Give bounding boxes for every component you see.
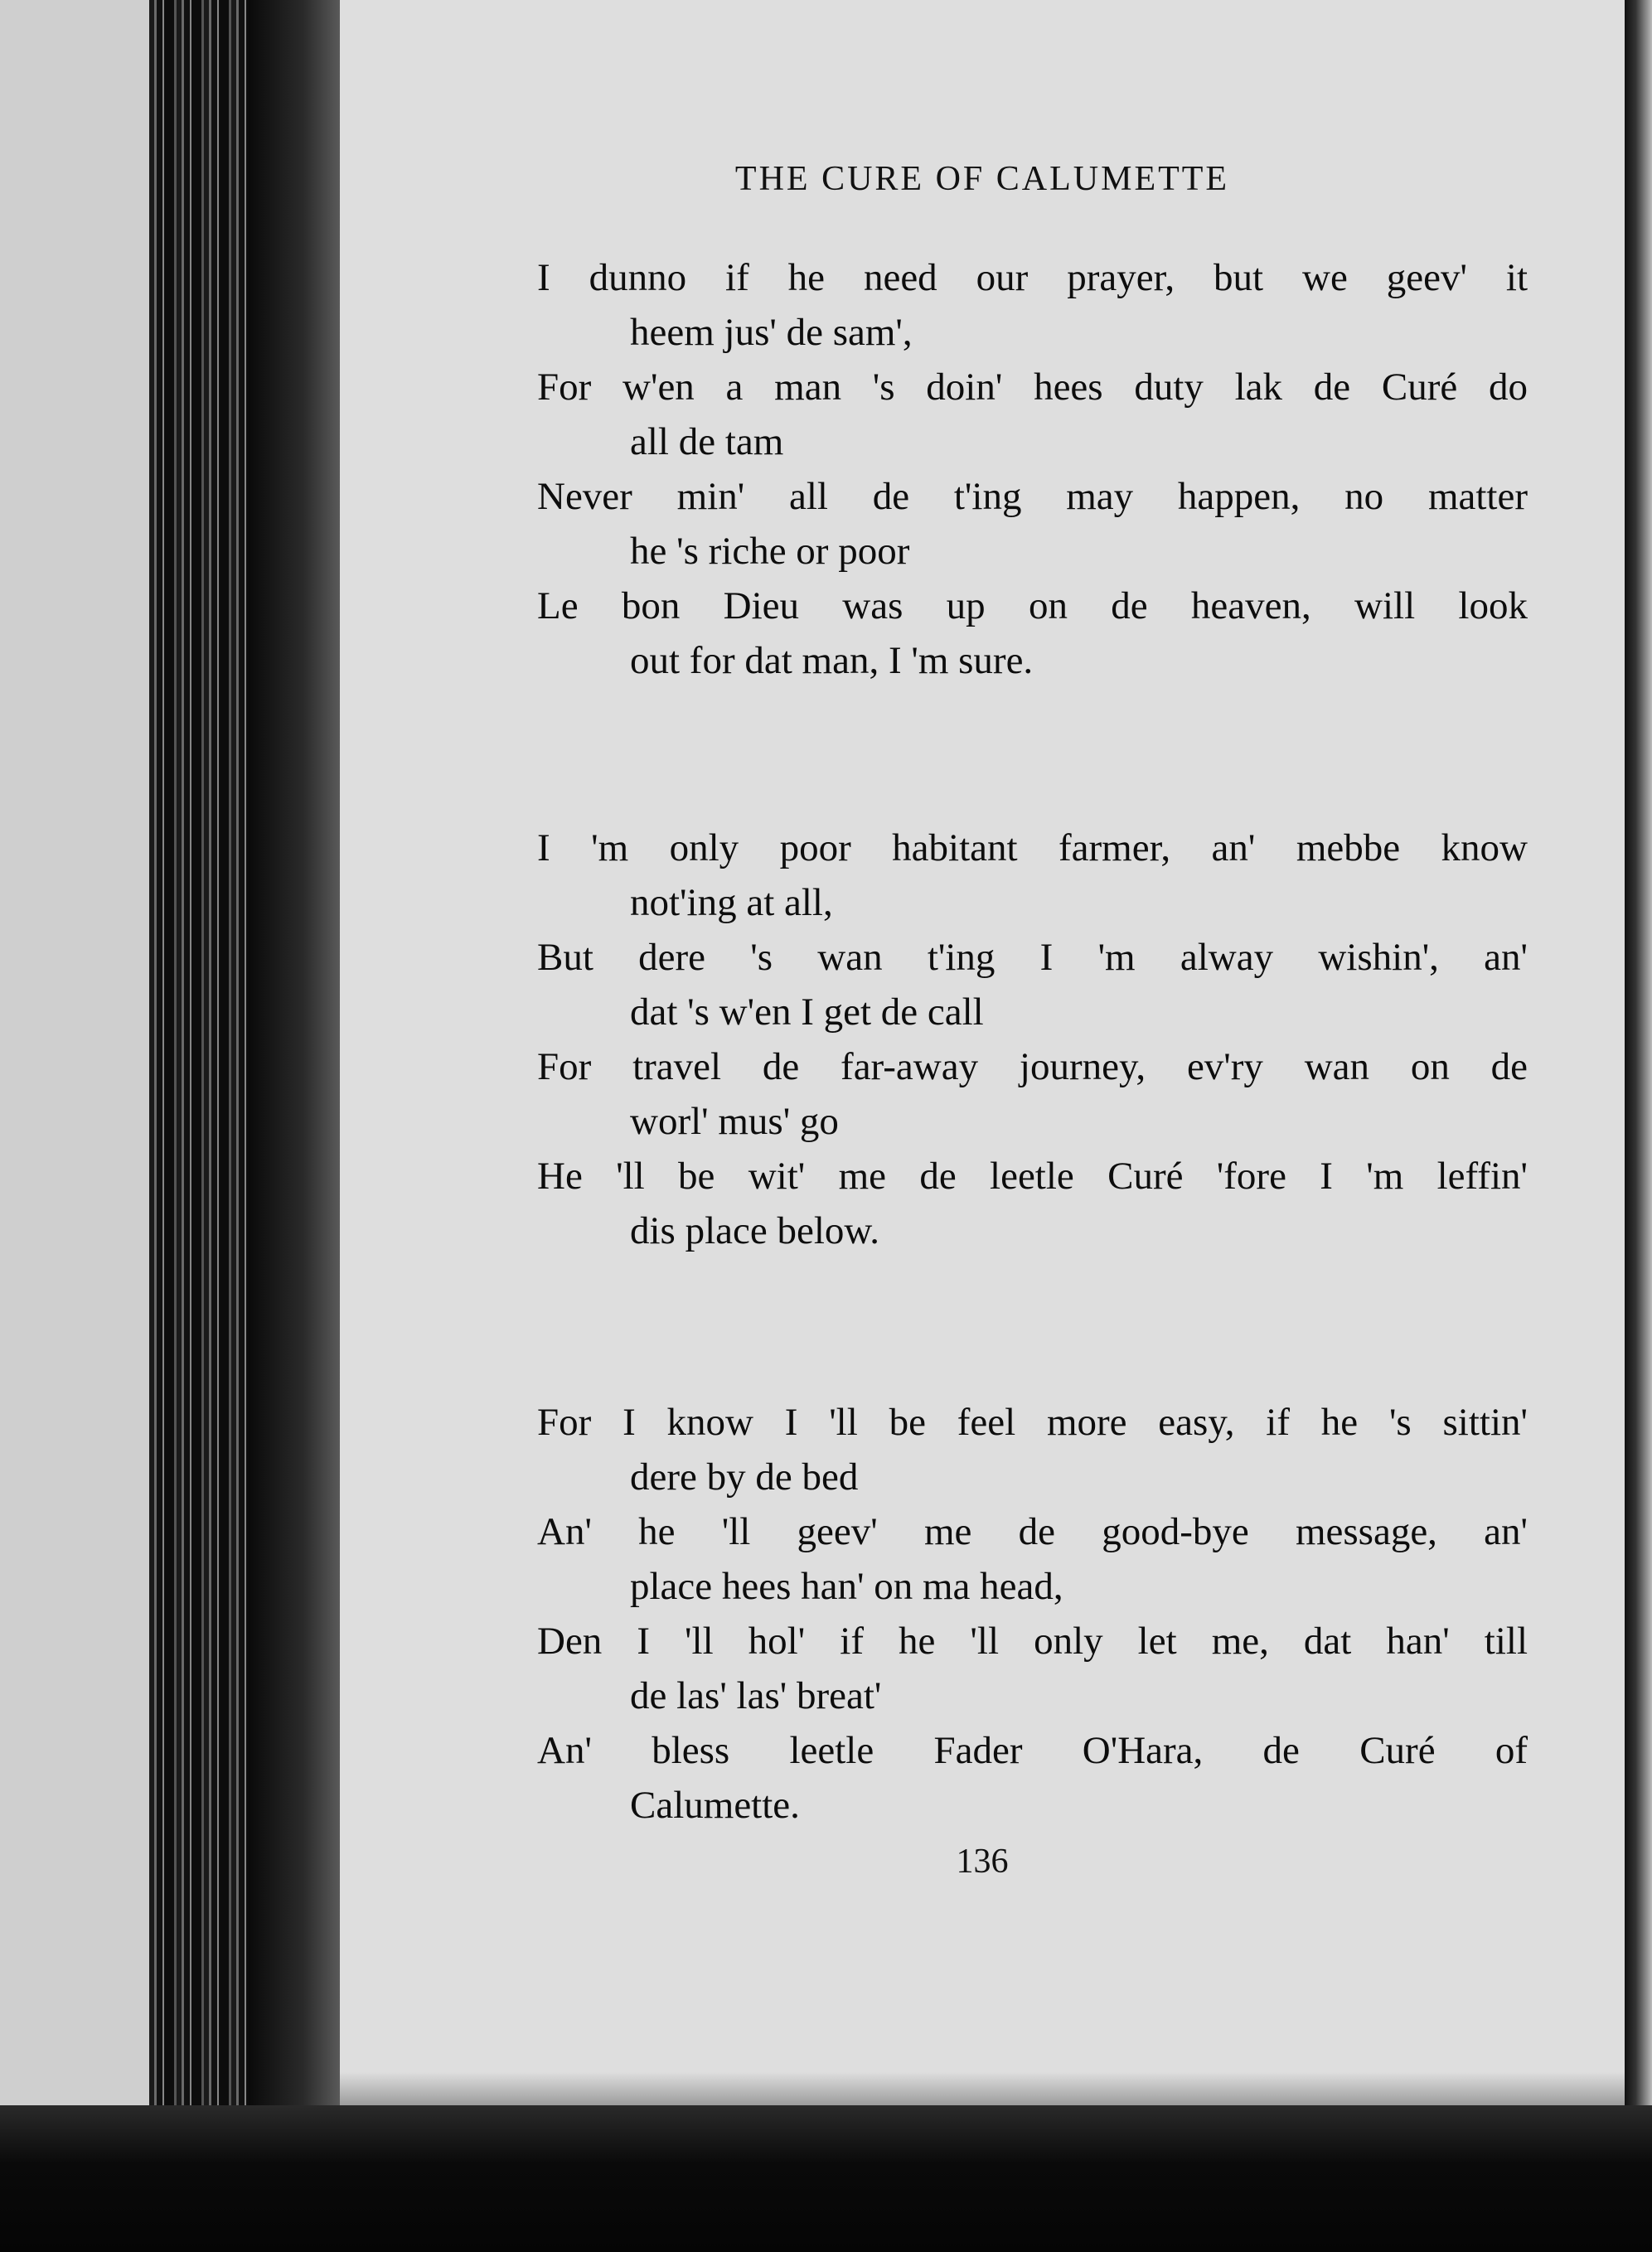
verse-line: An' bless leetle Fader O'Hara, de Curé of bbox=[537, 1729, 1528, 1772]
page-right-edge bbox=[1625, 0, 1652, 2252]
page-number: 136 bbox=[956, 1843, 1009, 1881]
left-margin bbox=[0, 0, 166, 2252]
verse-line-continuation: dat 's w'en I get de call bbox=[630, 990, 984, 1034]
verse-line: For travel de far-away journey, ev'ry wan on de bbox=[537, 1045, 1528, 1088]
verse-line: I dunno if he need our prayer, but we geev' it bbox=[537, 256, 1528, 299]
verse-line: But dere 's wan t'ing I 'm alway wishin', an' bbox=[537, 936, 1528, 979]
verse-line: An' he 'll geev' me de good-bye message, an' bbox=[537, 1510, 1528, 1553]
stanza-3 bbox=[537, 1395, 1528, 1833]
verse-line-continuation: all de tam bbox=[630, 420, 784, 463]
verse-line: I 'm only poor habitant farmer, an' mebbe know bbox=[537, 826, 1528, 869]
running-head: THE CURE OF CALUMETTE bbox=[734, 160, 1230, 198]
gutter-shadow bbox=[249, 0, 340, 2252]
verse-line: He 'll be wit' me de leetle Curé 'fore I 'm leffin' bbox=[537, 1155, 1528, 1198]
verse-line-continuation: worl' mus' go bbox=[630, 1100, 839, 1143]
verse-line-continuation: dere by de bed bbox=[630, 1455, 859, 1499]
verse-line-continuation: out for dat man, I 'm sure. bbox=[630, 639, 1034, 682]
stanza-1 bbox=[537, 250, 1528, 688]
verse-line: Never min' all de t'ing may happen, no matter bbox=[537, 475, 1528, 518]
bottom-shadow bbox=[0, 2105, 1652, 2252]
verse-line: For w'en a man 's doin' hees duty lak de Curé do bbox=[537, 366, 1528, 409]
verse-line-continuation: Calumette. bbox=[630, 1784, 800, 1827]
verse-line-continuation: he 's riche or poor bbox=[630, 530, 910, 573]
verse-line: Den I 'll hol' if he 'll only let me, dat han' till bbox=[537, 1620, 1528, 1663]
verse-line-continuation: dis place below. bbox=[630, 1209, 880, 1252]
verse-line-continuation: de las' las' breat' bbox=[630, 1674, 882, 1717]
verse-line-continuation: not'ing at all, bbox=[630, 881, 833, 924]
stanza-2 bbox=[537, 821, 1528, 1258]
verse-line-continuation: heem jus' de sam', bbox=[630, 311, 913, 354]
verse-line: For I know I 'll be feel more easy, if he 's sittin' bbox=[537, 1401, 1528, 1444]
verse-line-continuation: place hees han' on ma head, bbox=[630, 1565, 1063, 1608]
verse-line: Le bon Dieu was up on de heaven, will look bbox=[537, 584, 1528, 627]
